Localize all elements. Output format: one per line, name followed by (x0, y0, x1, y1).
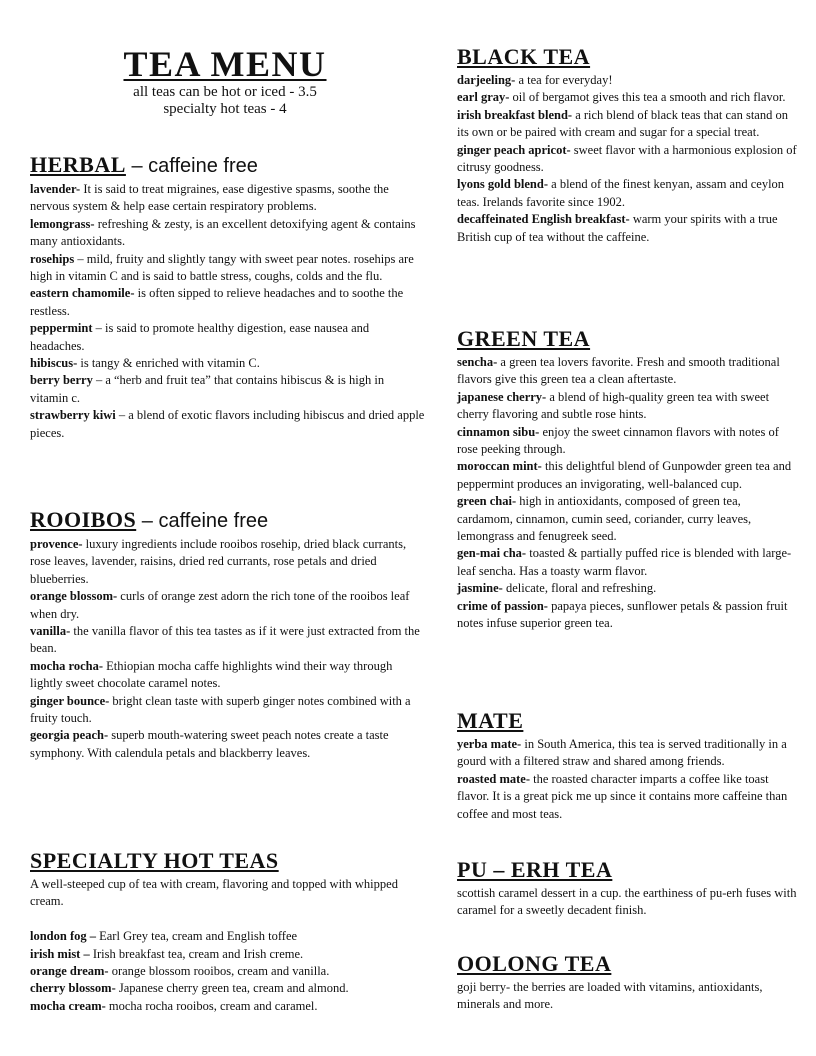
item-description: – a “herb and fruit tea” that contains hibiscus & is high in vitamin c. (30, 373, 385, 405)
oolong-heading: OOLONG TEA (457, 951, 612, 976)
item-name: vanilla- (30, 624, 71, 639)
green-heading: GREEN TEA (457, 326, 591, 351)
item-description: bright clean taste with superb ginger notes combined with a fruity touch. (30, 693, 411, 726)
puerh-text: scottish caramel dessert in a cup. the earthiness of pu-erh fuses with caramel for a sweetly decadent finish. (457, 886, 797, 918)
item-description: – is said to promote healthy digestion, ease nausea and headaches. (30, 321, 370, 353)
item-name: irish breakfast blend- (457, 107, 573, 122)
rooibos-item (30, 727, 425, 762)
black-section (457, 44, 797, 246)
item-name: decaffeinated English breakfast- (457, 212, 630, 227)
specialty-item (30, 946, 425, 963)
item-name: orange dream- (30, 964, 109, 979)
green-item (457, 458, 797, 493)
item-name: green chai- (457, 494, 517, 509)
item-description: Earl Grey tea, cream and English toffee (96, 929, 298, 944)
item-name: moroccan mint- (457, 459, 542, 474)
green-item (457, 580, 797, 597)
item-name: berry berry (30, 373, 93, 388)
rooibos-item (30, 536, 425, 588)
item-description: papaya pieces, sunflower petals & passion fruit notes infuse superior green tea. (457, 598, 788, 631)
mate-item (457, 771, 797, 823)
black-item (457, 107, 797, 142)
item-name: cherry blossom- (30, 981, 116, 996)
item-name: cinnamon sibu- (457, 424, 540, 439)
item-description: a blend of the finest kenyan, assam and ceylon teas. Irelands favorite since 1902. (457, 177, 785, 209)
item-description: enjoy the sweet cinnamon flavors with notes of rose peeking through. (457, 424, 779, 457)
mate-heading: MATE (457, 708, 524, 733)
page-title: TEA MENU (123, 44, 327, 84)
specialty-item (30, 963, 425, 980)
herbal-item (30, 216, 425, 251)
herbal-item (30, 181, 425, 216)
herbal-item (30, 251, 425, 286)
item-description: warm your spirits with a true British cup of tea without the caffeine. (457, 212, 778, 244)
black-item (457, 89, 797, 106)
green-item (457, 354, 797, 389)
item-name: irish mist – (30, 946, 90, 961)
price-line-1: all teas can be hot or iced - 3.5 (133, 84, 317, 100)
item-name: sencha- (457, 355, 498, 369)
herbal-item (30, 407, 425, 442)
item-name: earl gray- (457, 90, 510, 105)
oolong-text: goji berry- the berries are loaded with vitamins, antioxidants, minerals and more. (457, 980, 763, 1012)
item-description: – mild, fruity and slightly tangy with sweet pear notes. rosehips are high in vitamin C and is said to battle stress, coughs, colds and the flu. (30, 251, 414, 284)
herbal-item (30, 355, 425, 372)
green-item (457, 493, 797, 545)
mate-item (457, 736, 797, 771)
black-item (457, 72, 797, 89)
green-item (457, 545, 797, 580)
specialty-item (30, 980, 425, 997)
specialty-item (30, 928, 425, 945)
item-name: london fog – (30, 929, 96, 944)
black-heading: BLACK TEA (457, 44, 591, 69)
item-description: this delightful blend of Gunpowder green tea and peppermint produces an invigorating, well-balanced cup. (457, 459, 792, 491)
item-name: lavender- (30, 182, 81, 196)
specialty-section (30, 848, 425, 1015)
specialty-heading: SPECIALTY HOT TEAS (30, 848, 279, 873)
title-block (30, 44, 420, 118)
specialty-item (30, 998, 425, 1015)
item-description: is tangy & enriched with vitamin C. (77, 356, 260, 371)
item-description: a rich blend of black teas that can stand on its own or be paired with cream and sugar for a special treat. (457, 107, 788, 140)
item-description: sweet flavor with a harmonious explosion of citrusy goodness. (457, 142, 797, 175)
rooibos-item (30, 623, 425, 658)
specialty-intro: A well-steeped cup of tea with cream, flavoring and topped with whipped cream. (30, 877, 398, 909)
item-name: eastern chamomile- (30, 286, 135, 301)
item-description: the roasted character imparts a coffee like toast flavor. It is a great pick me up since it contains more caffeine than coffee and most teas. (457, 771, 788, 821)
item-description: Irish breakfast tea, cream and Irish creme. (89, 946, 304, 961)
rooibos-heading: ROOIBOS – caffeine free (30, 507, 269, 532)
rooibos-item (30, 588, 425, 623)
item-name: provence- (30, 537, 83, 551)
green-item (457, 598, 797, 633)
item-name: peppermint (30, 321, 93, 336)
herbal-item (30, 372, 425, 407)
herbal-item (30, 285, 425, 320)
black-item (457, 142, 797, 177)
item-name: hibiscus- (30, 356, 78, 371)
black-item (457, 176, 797, 211)
item-name: georgia peach- (30, 728, 109, 743)
item-description: superb mouth-watering sweet peach notes create a taste symphony. With calendula petals and blackberry leaves. (30, 728, 389, 760)
item-description: a tea for everyday! (515, 73, 613, 87)
item-name: gen-mai cha- (457, 546, 527, 561)
item-name: ginger peach apricot- (457, 142, 571, 157)
green-item (457, 389, 797, 424)
item-name: mocha cream- (30, 998, 106, 1013)
item-description: high in antioxidants, composed of green tea, cardamom, cinnamon, cumin seed, coriander, curry leaves, lemongrass and fenugreek seed. (457, 494, 752, 544)
item-name: mocha rocha- (30, 658, 104, 673)
price-line-2: specialty hot teas - 4 (163, 101, 287, 117)
item-description: Japanese cherry green tea, cream and almond. (115, 981, 349, 996)
item-description: a green tea lovers favorite. Fresh and smooth traditional flavors give this green tea a clean aftertaste. (457, 355, 780, 387)
item-description: delicate, floral and refreshing. (502, 581, 657, 596)
item-name: ginger bounce- (30, 693, 110, 708)
item-name: strawberry kiwi (30, 408, 116, 423)
green-item (457, 424, 797, 459)
item-name: jasmine- (457, 581, 503, 596)
puerh-heading: PU – ERH TEA (457, 857, 613, 882)
black-item (457, 211, 797, 246)
item-description: a blend of high-quality green tea with sweet cherry flavoring and subtle rose hints. (457, 389, 770, 422)
item-description: It is said to treat migraines, ease digestive spasms, soothe the nervous system & help ease certain respiratory problems. (30, 182, 389, 214)
oolong-section (457, 951, 797, 1014)
item-name: crime of passion- (457, 598, 548, 613)
green-section (457, 326, 797, 633)
mate-section (457, 708, 797, 823)
item-description: toasted & partially puffed rice is blended with large-leaf sencha. Has a toasty warm flavor. (457, 546, 792, 578)
herbal-item (30, 320, 425, 355)
item-description: curls of orange zest adorn the rich tone of the rooibos leaf when dry. (30, 589, 410, 621)
rooibos-item (30, 693, 425, 728)
rooibos-item (30, 658, 425, 693)
item-name: roasted mate- (457, 771, 531, 786)
item-description: oil of bergamot gives this tea a smooth and rich flavor. (509, 90, 786, 105)
item-name: lemongrass- (30, 216, 95, 231)
item-name: rosehips (30, 251, 75, 266)
item-description: in South America, this tea is served traditionally in a gourd with a filtered straw and shared among friends. (457, 737, 787, 769)
item-description: refreshing & zesty, is an excellent detoxifying agent & contains many antioxidants. (30, 216, 416, 249)
item-name: lyons gold blend- (457, 177, 549, 192)
rooibos-section (30, 507, 425, 762)
item-name: orange blossom- (30, 589, 118, 604)
item-name: darjeeling- (457, 73, 516, 87)
item-description: is often sipped to relieve headaches and to soothe the restless. (30, 286, 404, 318)
item-description: mocha rocha rooibos, cream and caramel. (105, 998, 318, 1013)
puerh-section (457, 857, 797, 920)
item-description: Ethiopian mocha caffe highlights wind their way through lightly sweet chocolate caramel notes. (30, 658, 393, 691)
herbal-section (30, 152, 425, 442)
item-description: the vanilla flavor of this tea tastes as if it were just extracted from the bean. (30, 624, 420, 656)
item-description: – a blend of exotic flavors including hibiscus and dried apple pieces. (30, 408, 425, 440)
herbal-heading: HERBAL – caffeine free (30, 152, 258, 177)
item-name: yerba mate- (457, 737, 522, 751)
item-description: orange blossom rooibos, cream and vanilla. (108, 964, 330, 979)
item-description: luxury ingredients include rooibos rosehip, dried black currants, rose leaves, lavender, raisins, dried red currants, rose petals and dried blueberries. (30, 537, 407, 586)
item-name: japanese cherry- (457, 389, 547, 404)
